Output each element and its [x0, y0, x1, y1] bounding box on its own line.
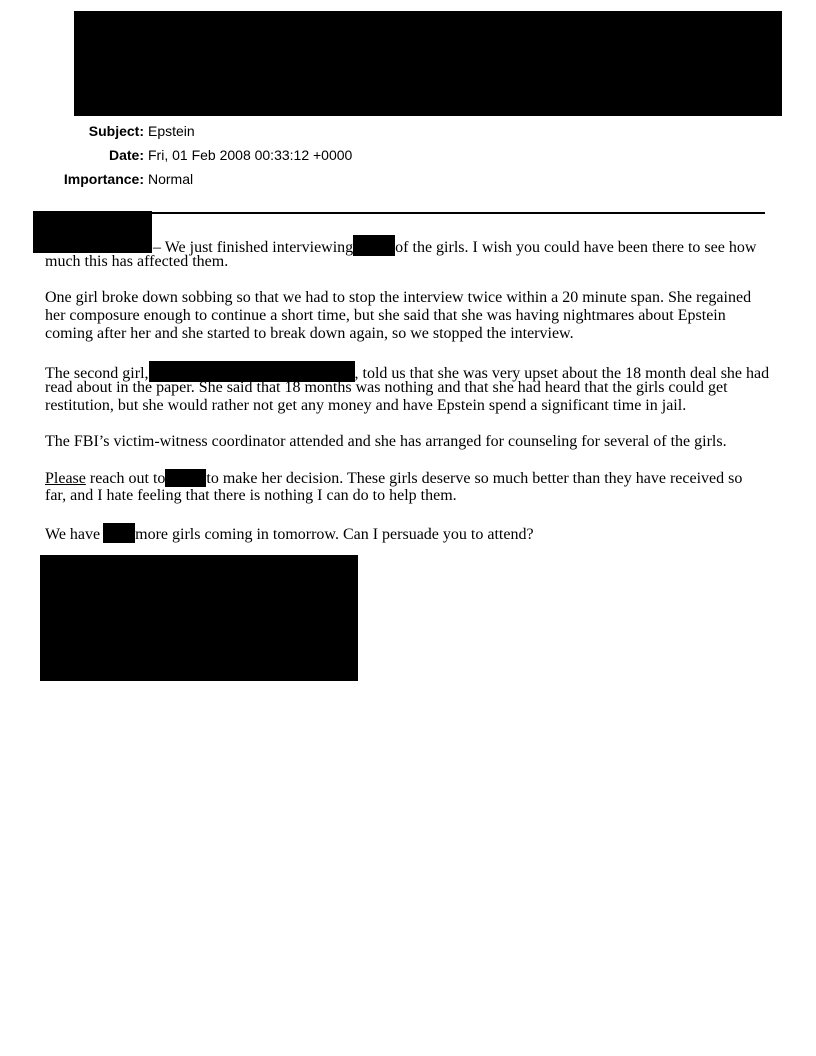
body-line: The FBI’s victim-witness coordinator attended and she has arranged for counseling for several of the girls. [45, 433, 727, 450]
body-text: to make her decision. These girls deserve so much better than they have received so [206, 470, 743, 487]
body-text: more girls coming in tomorrow. Can I persuade you to attend? [135, 526, 534, 543]
importance-value: Normal [148, 171, 194, 187]
header-divider [152, 212, 765, 214]
body-line: coming after her and she started to break down again, so we stopped the interview. [45, 325, 574, 342]
body-text: The second girl, [45, 365, 149, 382]
body-line: far, and I hate feeling that there is nothing I can do to help them. [45, 487, 457, 504]
date-row [108, 146, 353, 164]
subject-value: Epstein [148, 123, 195, 139]
body-line: restitution, but she would rather not get any money and have Epstein spend a significant time in jail. [45, 397, 687, 414]
redaction-mark [353, 235, 395, 256]
body-line: her composure enough to continue a short time, but she said that she was having nightmares about Epstein [45, 307, 726, 324]
body-text: – We just finished interviewing [153, 239, 354, 256]
body-line: read about in the paper. She said that 18 months was nothing and that she had heard that the girls could get [45, 379, 728, 396]
date-value: Fri, 01 Feb 2008 00:33:12 +0000 [148, 147, 353, 163]
body-line: One girl broke down sobbing so that we had to stop the interview twice within a 20 minute span. She regained [45, 289, 752, 306]
body-text: of the girls. I wish you could have been there to see how [395, 239, 757, 256]
subject-row [88, 122, 195, 140]
body-line [153, 235, 756, 257]
importance-label: Importance: [63, 171, 144, 187]
body-text: We have [45, 526, 101, 543]
signature-redaction-block [40, 555, 358, 681]
body-text: reach out to [85, 470, 166, 487]
body-line [45, 469, 742, 488]
body-line: much this has affected them. [45, 253, 229, 270]
header-redaction-block [74, 11, 782, 116]
salutation-redaction [33, 211, 152, 253]
date-label: Date: [108, 147, 144, 163]
importance-row [63, 170, 194, 188]
redaction-mark [103, 523, 135, 543]
redaction-mark [165, 469, 206, 487]
body-text-underlined: Please [45, 470, 86, 487]
body-text: , told us that she was very upset about the 18 month deal she had [354, 365, 770, 382]
subject-label: Subject: [88, 123, 144, 139]
body-line [45, 523, 534, 544]
